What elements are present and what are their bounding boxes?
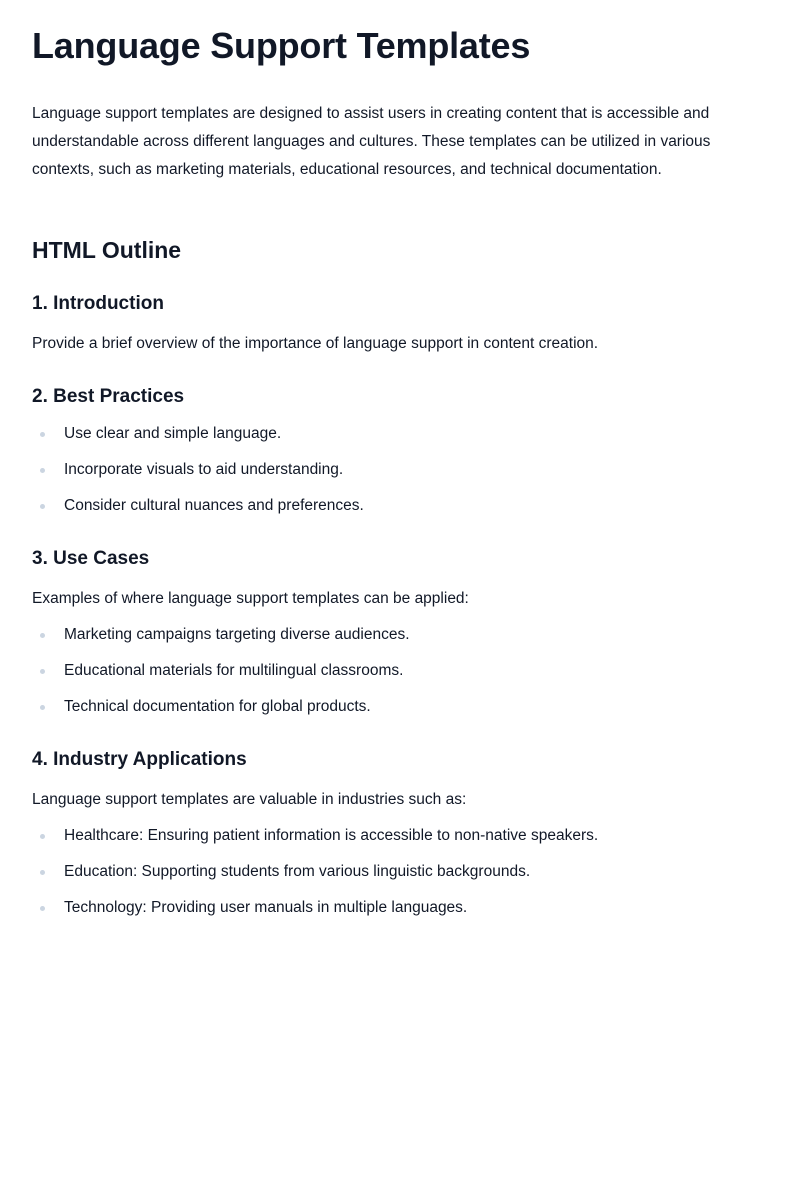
bullet-icon xyxy=(40,504,45,509)
list-item-text: Marketing campaigns targeting diverse audiences. xyxy=(64,626,410,643)
list-item xyxy=(32,458,768,482)
list-item xyxy=(32,896,768,920)
list-item xyxy=(32,860,768,884)
list-item xyxy=(32,623,768,647)
list-item xyxy=(32,494,768,518)
intro-paragraph: Language support templates are designed to assist users in creating content that is accessible and understandable across different languages and cultures. These templates can be utilized in various contexts, such as marketing materials, educational resources, and technical documentation. xyxy=(32,105,711,178)
section-industry-applications xyxy=(32,747,768,920)
bullet-list xyxy=(32,824,768,920)
list-item-text: Healthcare: Ensuring patient information is accessible to non-native speakers. xyxy=(64,827,599,844)
page-title: Language Support Templates xyxy=(32,25,531,66)
bullet-icon xyxy=(40,705,45,710)
section-heading: 1. Introduction xyxy=(32,293,164,314)
section-best-practices xyxy=(32,384,768,518)
section-heading: 2. Best Practices xyxy=(32,386,185,407)
list-item-text: Incorporate visuals to aid understanding. xyxy=(64,461,344,478)
bullet-list xyxy=(32,623,768,719)
section-heading: 4. Industry Applications xyxy=(32,749,247,770)
list-item-text: Educational materials for multilingual classrooms. xyxy=(64,662,404,679)
section-introduction xyxy=(32,291,768,356)
section-heading: 3. Use Cases xyxy=(32,548,150,569)
section-text: Language support templates are valuable in industries such as: xyxy=(32,791,467,808)
list-item-text: Technical documentation for global products. xyxy=(64,698,371,715)
bullet-icon xyxy=(40,834,45,839)
bullet-icon xyxy=(40,468,45,473)
list-item xyxy=(32,659,768,683)
bullet-icon xyxy=(40,669,45,674)
outline-heading: HTML Outline xyxy=(32,237,182,263)
bullet-icon xyxy=(40,906,45,911)
bullet-icon xyxy=(40,633,45,638)
section-text: Provide a brief overview of the importance of language support in content creation. xyxy=(32,335,599,352)
bullet-list xyxy=(32,422,768,518)
section-text: Examples of where language support templates can be applied: xyxy=(32,590,469,607)
bullet-icon xyxy=(40,870,45,875)
list-item-text: Technology: Providing user manuals in multiple languages. xyxy=(64,899,468,916)
list-item xyxy=(32,422,768,446)
list-item xyxy=(32,824,768,848)
list-item-text: Use clear and simple language. xyxy=(64,425,282,442)
list-item-text: Consider cultural nuances and preferences. xyxy=(64,497,364,514)
list-item-text: Education: Supporting students from various linguistic backgrounds. xyxy=(64,863,531,880)
list-item xyxy=(32,695,768,719)
section-use-cases xyxy=(32,546,768,719)
bullet-icon xyxy=(40,432,45,437)
